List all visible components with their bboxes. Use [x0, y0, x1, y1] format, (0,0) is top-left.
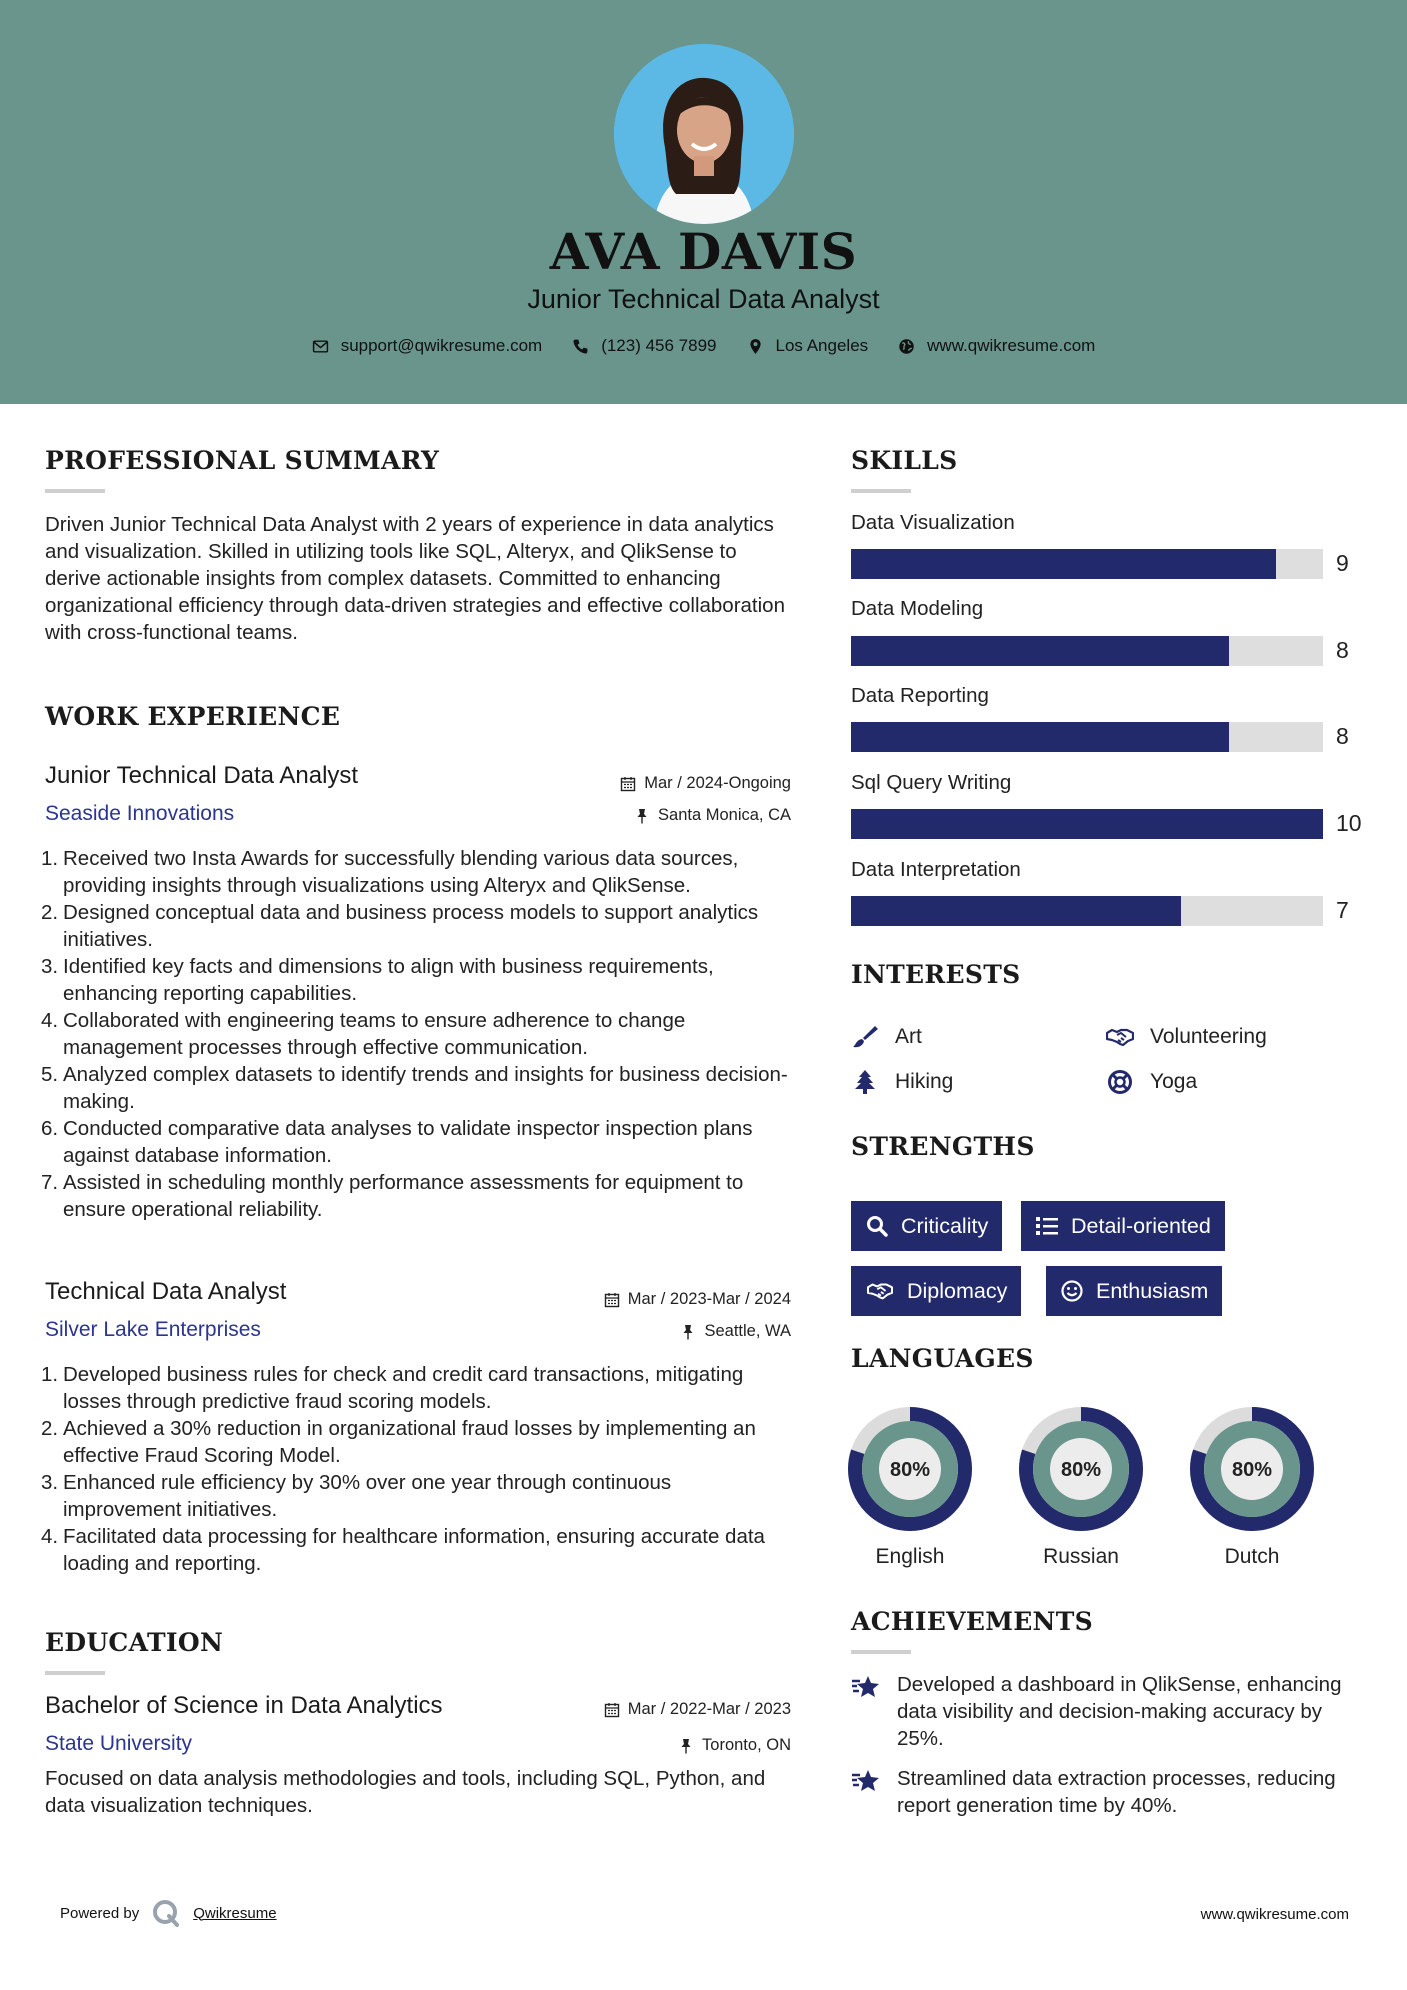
skill-bar-track	[851, 636, 1323, 666]
skill-bar-track	[851, 549, 1323, 579]
strengths-heading: STRENGTHS	[851, 1132, 1035, 1161]
achievement-item: Developed a dashboard in QlikSense, enhancing data visibility and decision-making accuracy by 25%.	[851, 1671, 1351, 1752]
skill-label: Data Interpretation	[851, 858, 1021, 881]
contact-bar	[0, 336, 1407, 356]
list-item: 6. Conducted comparative data analyses to validate inspector inspection plans against database information.	[41, 1117, 753, 1167]
calendar-icon	[604, 1292, 620, 1308]
skill-label: Data Modeling	[851, 597, 984, 620]
list-item: 2. Designed conceptual data and business process models to support analytics initiatives.	[41, 901, 759, 951]
star-award-icon	[851, 1673, 881, 1701]
achievements-heading: ACHIEVEMENTS	[851, 1607, 1093, 1636]
education-underline	[45, 1671, 105, 1675]
skill-label: Data Reporting	[851, 684, 989, 707]
list-item: 2. Achieved a 30% reduction in organizational fraud losses by implementing an effective Fraud Scoring Model.	[41, 1417, 756, 1467]
search-icon	[865, 1214, 889, 1238]
achievement-item: Streamlined data extraction processes, reducing report generation time by 40%.	[851, 1765, 1351, 1819]
language-percent: 80%	[889, 1459, 931, 1481]
resume-header	[0, 0, 1407, 404]
contact-website[interactable]	[898, 336, 1095, 356]
interest-item: Hiking	[851, 1069, 953, 1095]
language-gauge	[848, 1407, 972, 1531]
job-date: Mar / 2023-Mar / 2024	[604, 1290, 791, 1309]
qwikresume-logo-icon	[151, 1898, 181, 1928]
skill-bar-track	[851, 722, 1323, 752]
job-date: Mar / 2024-Ongoing	[620, 774, 791, 793]
pushpin-icon	[634, 808, 650, 824]
list-item: 1. Developed business rules for check and credit card transactions, mitigating losses through predictive fraud scoring models.	[41, 1363, 744, 1413]
job-header-1	[45, 760, 791, 825]
contact-website-text: www.qwikresume.com	[927, 336, 1096, 355]
strength-badge: Diplomacy	[851, 1266, 1021, 1316]
tree-icon	[851, 1069, 879, 1095]
language-gauge	[1190, 1407, 1314, 1531]
pushpin-icon	[680, 1324, 696, 1340]
school-name: State University	[45, 1732, 193, 1755]
lifebuoy-icon	[1106, 1069, 1134, 1095]
education-text: Focused on data analysis methodologies and tools, including SQL, Python, and data visualization techniques.	[45, 1767, 766, 1817]
skills-heading: SKILLS	[851, 446, 958, 475]
strength-badge: Detail-oriented	[1021, 1201, 1225, 1251]
skill-bar-fill	[851, 809, 1323, 839]
skill-bar-fill	[851, 636, 1229, 666]
list-icon	[1035, 1214, 1059, 1238]
skill-label: Sql Query Writing	[851, 771, 1012, 794]
qwikresume-link[interactable]: Qwikresume	[193, 1904, 277, 1922]
skill-value: 10	[1336, 810, 1362, 836]
map-pin-icon	[747, 338, 764, 355]
list-item: 4. Facilitated data processing for healthcare information, ensuring accurate data loading and reporting.	[41, 1525, 765, 1575]
contact-location	[747, 336, 869, 356]
contact-phone[interactable]	[572, 336, 716, 356]
handshake-icon	[1106, 1024, 1134, 1050]
powered-by-text: Powered by	[60, 1904, 140, 1922]
summary-heading: PROFESSIONAL SUMMARY	[45, 446, 440, 475]
smile-icon	[1060, 1279, 1084, 1303]
list-item: 3. Enhanced rule efficiency by 30% over one year through continuous improvement initiatives.	[41, 1471, 672, 1521]
profile-photo	[614, 44, 794, 224]
language-percent: 80%	[1231, 1459, 1273, 1481]
interest-item: Art	[851, 1024, 922, 1050]
strength-badge: Enthusiasm	[1046, 1266, 1222, 1316]
summary-underline	[45, 489, 105, 493]
job-title: Junior Technical Data Analyst	[45, 762, 359, 789]
language-percent: 80%	[1060, 1459, 1102, 1481]
candidate-title: Junior Technical Data Analyst	[527, 284, 880, 314]
language-item	[848, 1407, 972, 1568]
language-label: English	[875, 1545, 945, 1568]
education-date: Mar / 2022-Mar / 2023	[604, 1700, 791, 1719]
job-company: Silver Lake Enterprises	[45, 1318, 261, 1341]
skill-label: Data Visualization	[851, 511, 1015, 534]
language-gauge	[1019, 1407, 1143, 1531]
job-header-2	[45, 1276, 791, 1341]
skill-bar-fill	[851, 549, 1276, 579]
language-item	[1190, 1407, 1314, 1568]
education-header	[45, 1690, 791, 1755]
skill-bar-fill	[851, 896, 1181, 926]
contact-email-text: support@qwikresume.com	[340, 336, 543, 355]
interest-item: Volunteering	[1106, 1024, 1267, 1050]
job-location: Seattle, WA	[680, 1322, 791, 1341]
job-2-duties	[41, 1361, 795, 1577]
list-item: 1. Received two Insta Awards for successfully blending various data sources, providing insights through visualizations using Alteryx and QlikSense.	[41, 847, 739, 897]
list-item: 7. Assisted in scheduling monthly performance assessments for equipment to ensure operational reliability.	[41, 1171, 744, 1221]
list-item: 3. Identified key facts and dimensions to align with business requirements, enhancing reporting capabilities.	[41, 955, 714, 1005]
language-label: Dutch	[1224, 1545, 1280, 1568]
skill-value: 8	[1336, 637, 1349, 663]
strength-badge: Criticality	[851, 1201, 1002, 1251]
degree-title: Bachelor of Science in Data Analytics	[45, 1692, 443, 1719]
pushpin-icon	[678, 1738, 694, 1754]
contact-email[interactable]	[312, 336, 543, 356]
job-1-duties	[41, 845, 795, 1223]
list-item: 5. Analyzed complex datasets to identify trends and insights for business decision-making.	[41, 1063, 788, 1113]
list-item: 4. Collaborated with engineering teams to ensure adherence to change management processes through effective communication.	[41, 1009, 686, 1059]
skills-underline	[851, 489, 911, 493]
calendar-icon	[620, 776, 636, 792]
summary-text: Driven Junior Technical Data Analyst with 2 years of experience in data analytics and visualization. Skilled in utilizing tools like SQL, Alteryx, and QlikSense to derive actionable insights from complex datasets. Committed to enhancing organizational efficiency through data-driven strategies and effective collaboration with cross-functional teams.	[45, 513, 785, 644]
skill-value: 9	[1336, 550, 1349, 576]
work-heading: WORK EXPERIENCE	[45, 702, 341, 731]
skill-bar-track	[851, 896, 1323, 926]
skill-value: 7	[1336, 897, 1349, 923]
job-location: Santa Monica, CA	[634, 806, 791, 825]
star-award-icon	[851, 1767, 881, 1795]
footer-website[interactable]: www.qwikresume.com	[1200, 1906, 1349, 1923]
handshake-icon	[865, 1279, 895, 1303]
contact-phone-text: (123) 456 7899	[601, 336, 717, 355]
interest-item: Yoga	[1106, 1069, 1197, 1095]
achievements-underline	[851, 1650, 911, 1654]
education-location: Toronto, ON	[678, 1736, 791, 1755]
interests-heading: INTERESTS	[851, 960, 1021, 989]
candidate-name: AVA DAVIS	[549, 222, 858, 281]
globe-icon	[898, 338, 915, 355]
job-company: Seaside Innovations	[45, 802, 235, 825]
skill-value: 8	[1336, 723, 1349, 749]
skill-bar-fill	[851, 722, 1229, 752]
skill-bar-track	[851, 809, 1323, 839]
envelope-icon	[312, 338, 329, 355]
calendar-icon	[604, 1702, 620, 1718]
phone-icon	[572, 338, 589, 355]
language-label: Russian	[1043, 1545, 1119, 1568]
paintbrush-icon	[851, 1024, 879, 1050]
education-heading: EDUCATION	[45, 1628, 224, 1657]
languages-heading: LANGUAGES	[851, 1344, 1034, 1373]
contact-location-text: Los Angeles	[775, 336, 869, 355]
language-item	[1019, 1407, 1143, 1568]
job-title: Technical Data Analyst	[45, 1278, 287, 1305]
footer-powered-by	[60, 1898, 277, 1928]
